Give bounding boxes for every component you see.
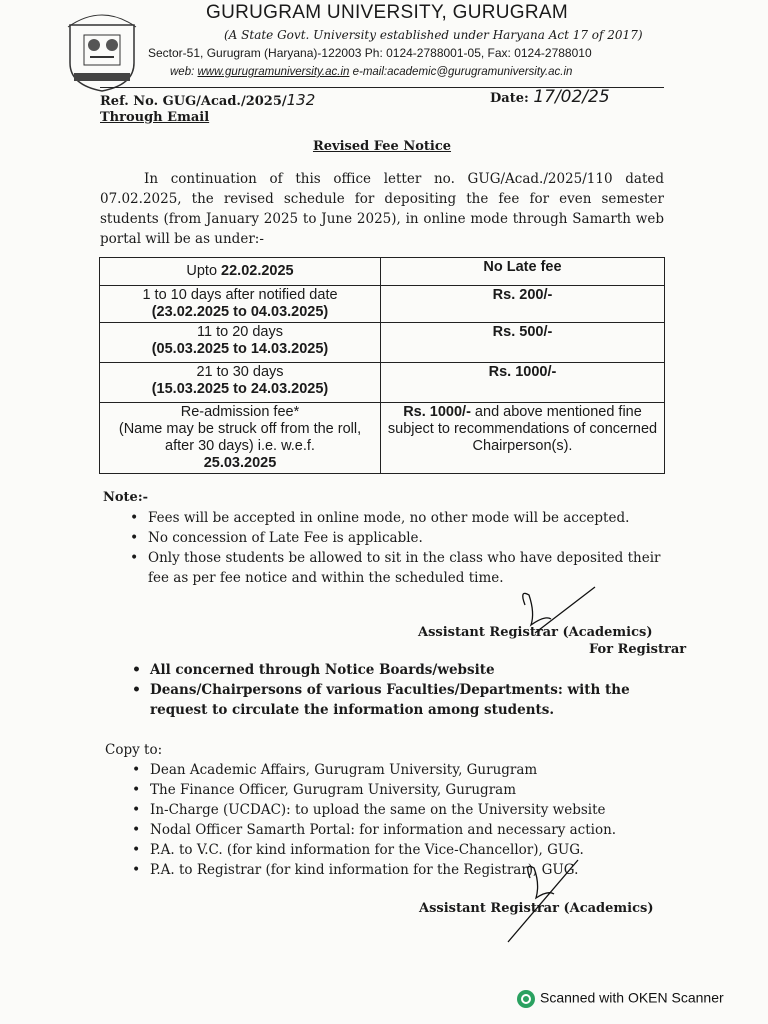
date-handwritten: 17/02/25 <box>533 87 610 107</box>
copy-to-list <box>126 760 671 880</box>
web-label: web: <box>170 66 195 78</box>
table-row <box>100 323 665 363</box>
table-row <box>100 286 665 323</box>
period-cell <box>100 323 381 363</box>
fee-schedule-table <box>99 257 665 474</box>
list-item: • In-Charge (UCDAC): to upload the same on the University website <box>126 800 671 820</box>
distribution-list <box>126 660 671 720</box>
fee-text: Rs. 200/- <box>492 287 553 303</box>
fee-text: and above mentioned fine subject to recommendations of concerned Chairperson(s). <box>387 404 658 454</box>
fee-cell <box>381 403 665 474</box>
period-text: 21 to 30 days <box>196 364 284 380</box>
notice-date <box>490 87 610 107</box>
signatory-title-bottom: Assistant Registrar (Academics) <box>419 901 654 916</box>
university-name: GURUGRAM UNIVERSITY, GURUGRAM <box>206 2 568 23</box>
period-date: (15.03.2025 to 24.03.2025) <box>151 381 329 397</box>
ref-label: Ref. No. GUG/Acad./2025/ <box>100 94 287 109</box>
period-cell <box>100 403 381 474</box>
note-heading: Note:- <box>103 490 149 505</box>
fee-text: Rs. 1000/- <box>488 364 557 380</box>
period-text: 11 to 20 days <box>197 324 283 340</box>
website-link[interactable]: www.gurugramuniversity.ac.in <box>197 66 350 78</box>
ref-handwritten: 132 <box>286 91 316 109</box>
period-date: (05.03.2025 to 14.03.2025) <box>151 341 329 357</box>
university-logo <box>60 5 144 93</box>
university-contact <box>170 66 572 78</box>
date-label: Date: <box>490 91 529 106</box>
watermark-text: Scanned with OKEN Scanner <box>540 989 724 1006</box>
period-detail: (Name may be struck off from the roll, after 30 days) i.e. w.e.f. <box>118 421 362 454</box>
table-row <box>100 403 665 474</box>
period-cell <box>100 286 381 323</box>
list-item: • Only those students be allowed to sit in the class who have deposited their fee as per fee notice and within the scheduled time. <box>124 548 672 588</box>
period-text: Upto <box>186 263 222 279</box>
scanner-logo-icon <box>516 989 536 1009</box>
period-date: 25.03.2025 <box>203 455 277 471</box>
university-subtitle: (A State Govt. University established under Haryana Act 17 of 2017) <box>224 28 643 42</box>
signatory-for: For Registrar <box>589 642 687 657</box>
list-item: • The Finance Officer, Gurugram University, Gurugram <box>126 780 671 800</box>
fee-cell <box>381 323 665 363</box>
list-item: • No concession of Late Fee is applicable. <box>124 528 672 548</box>
period-text: Re-admission fee* <box>180 404 300 420</box>
notice-title <box>0 139 768 154</box>
signatory-title: Assistant Registrar (Academics) <box>418 625 653 640</box>
fee-cell <box>381 363 665 403</box>
notice-paragraph <box>100 169 664 249</box>
university-address: Sector-51, Gurugram (Haryana)-122003 Ph: 0124-2788001-05, Fax: 0124-2788010 <box>148 46 592 60</box>
list-item: • P.A. to V.C. (for kind information for the Vice-Chancellor), GUG. <box>126 840 671 860</box>
list-item: • Nodal Officer Samarth Portal: for information and necessary action. <box>126 820 671 840</box>
scanner-watermark <box>516 989 724 1009</box>
fee-text: No Late fee <box>483 259 562 275</box>
period-date: (23.02.2025 to 04.03.2025) <box>151 304 329 320</box>
notes-list <box>124 508 672 588</box>
list-item: • Dean Academic Affairs, Gurugram University, Gurugram <box>126 760 671 780</box>
reference-number <box>100 91 315 109</box>
email-text: e-mail:academic@gurugramuniversity.ac.in <box>352 66 573 78</box>
fee-amount: Rs. 1000/- <box>403 404 471 420</box>
through-email: Through Email <box>100 110 210 125</box>
notice-paragraph-text: In continuation of this office letter no. GUG/Acad./2025/110 dated 07.02.2025, the revised schedule for depositing the fee for even semester students (from January 2025 to June 2025), in online mode through Samarth web portal will be as under:- <box>100 171 664 247</box>
copy-to-label: Copy to: <box>105 742 163 758</box>
list-item: • P.A. to Registrar (for kind information for the Registrar), GUG. <box>126 860 671 880</box>
table-row <box>100 363 665 403</box>
period-cell <box>100 363 381 403</box>
fee-cell <box>381 286 665 323</box>
list-item: • All concerned through Notice Boards/website <box>126 660 671 680</box>
period-text: 1 to 10 days after notified date <box>142 287 338 303</box>
table-row <box>100 258 665 286</box>
fee-cell <box>381 258 665 286</box>
list-item: • Deans/Chairpersons of various Faculties/Departments: with the request to circulate the information among students. <box>126 680 671 720</box>
notice-title-text: Revised Fee Notice <box>312 139 452 154</box>
list-item: • Fees will be accepted in online mode, no other mode will be accepted. <box>124 508 672 528</box>
period-date: 22.02.2025 <box>221 263 294 279</box>
fee-text: Rs. 500/- <box>492 324 553 340</box>
period-cell <box>100 258 381 286</box>
